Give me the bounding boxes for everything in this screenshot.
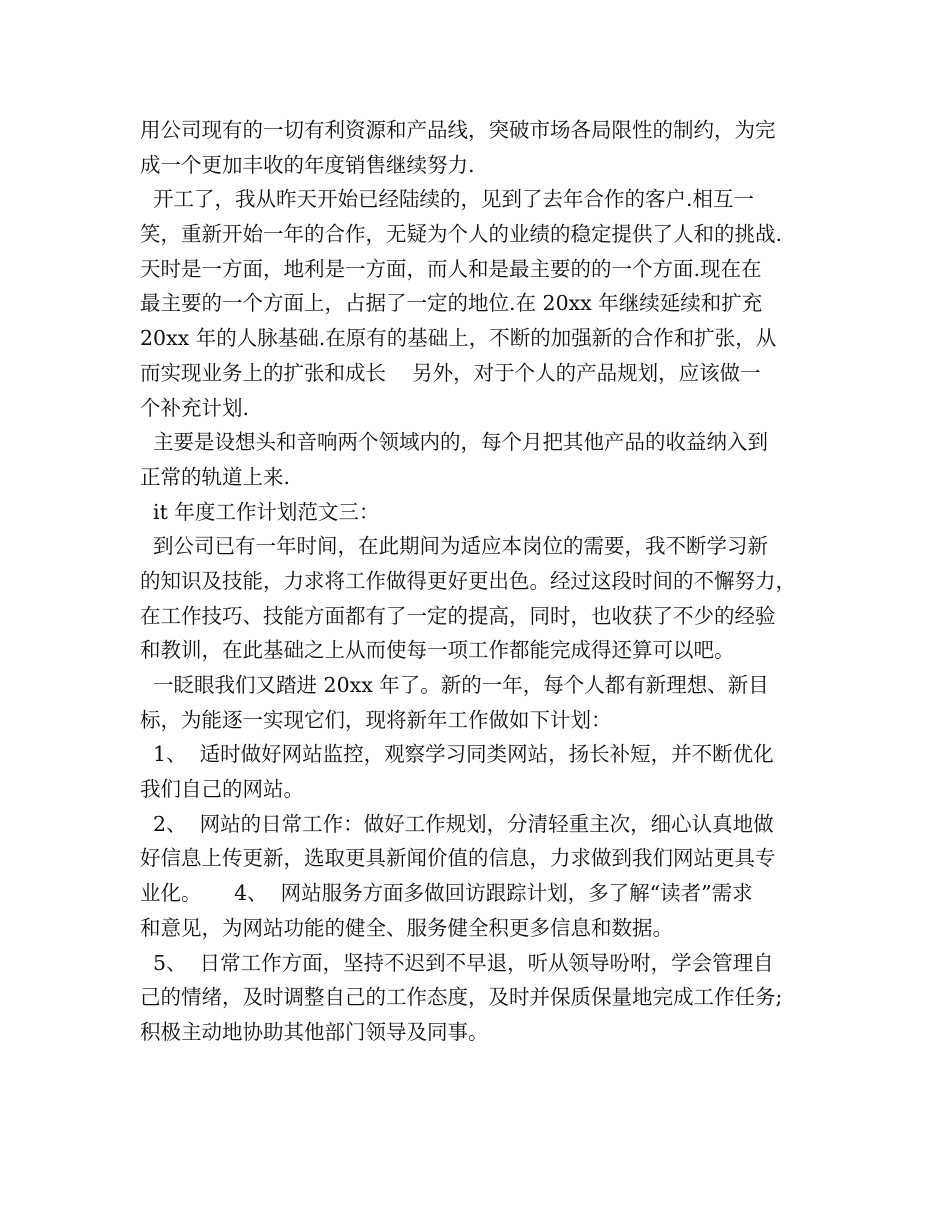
text-line: 开工了，我从昨天开始已经陆续的，见到了去年合作的客户.相互一 — [140, 187, 755, 212]
text-line: 个补充计划. — [140, 395, 250, 420]
text-line: 主要是设想头和音响两个领域内的，每个月把其他产品的收益纳入到 — [140, 430, 769, 455]
text-line: 积极主动地协助其他部门领导及同事。 — [140, 1019, 489, 1044]
text-line: 正常的轨道上来. — [140, 464, 291, 489]
text-line: 笑，重新开始一年的合作，无疑为个人的业绩的稳定提供了人和的挑战. — [140, 222, 783, 247]
text-line: 20xx 年的人脉基础.在原有的基础上，不断的加强新的合作和扩张，从 — [140, 326, 777, 351]
list-item-line: 1、 适时做好网站监控，观察学习同类网站，扬长补短，并不断优化 — [140, 742, 774, 767]
text-line: 的知识及技能，力求将工作做得更好更出色。经过这段时间的不懈努力， — [140, 568, 796, 593]
list-item-line: 业化。 4、 网站服务方面多做回访跟踪计划，多了解“读者”需求 — [140, 881, 753, 906]
text-line: 好信息上传更新，选取更具新闻价值的信息，力求做到我们网站更具专 — [140, 846, 776, 871]
text-line: 标，为能逐一实现它们，现将新年工作做如下计划： — [140, 707, 612, 732]
list-item-line: 5、 日常工作方面，坚持不迟到不早退，听从领导吩咐，学会管理自 — [140, 950, 774, 975]
text-line: 用公司现有的一切有利资源和产品线，突破市场各局限性的制约，为完 — [140, 118, 776, 142]
text-line: 己的情绪，及时调整自己的工作态度，及时并保质保量地完成工作任务; — [140, 985, 783, 1010]
text-line: 和教训，在此基础之上从而使每一项工作都能完成得还算可以吧。 — [140, 638, 735, 663]
list-item-line: 2、 网站的日常工作：做好工作规划，分清轻重主次，细心认真地做 — [140, 811, 774, 836]
document-body — [140, 113, 830, 1050]
text-line: 在工作技巧、技能方面都有了一定的提高，同时，也收获了不少的经验 — [140, 603, 776, 628]
section-heading: it 年度工作计划范文三： — [140, 499, 380, 524]
text-line: 一眨眼我们又踏进 20xx 年了。新的一年，每个人都有新理想、新目 — [140, 673, 769, 697]
text-line: 天时是一方面，地利是一方面，而人和是最主要的的一个方面.现在在 — [140, 256, 762, 281]
text-line: 成一个更加丰收的年度销售继续努力. — [140, 152, 475, 177]
text-line: 和意见，为网站功能的健全、服务健全积更多信息和数据。 — [140, 915, 673, 940]
text-line: 我们自己的网站。 — [140, 777, 304, 802]
text-line: 到公司已有一年时间，在此期间为适应本岗位的需要，我不断学习新 — [140, 534, 769, 559]
text-line: 而实现业务上的扩张和成长 另外，对于个人的产品规划，应该做一 — [140, 360, 761, 385]
text-line: 最主要的一个方面上，占据了一定的地位.在 20xx 年继续延续和扩充 — [140, 291, 763, 316]
